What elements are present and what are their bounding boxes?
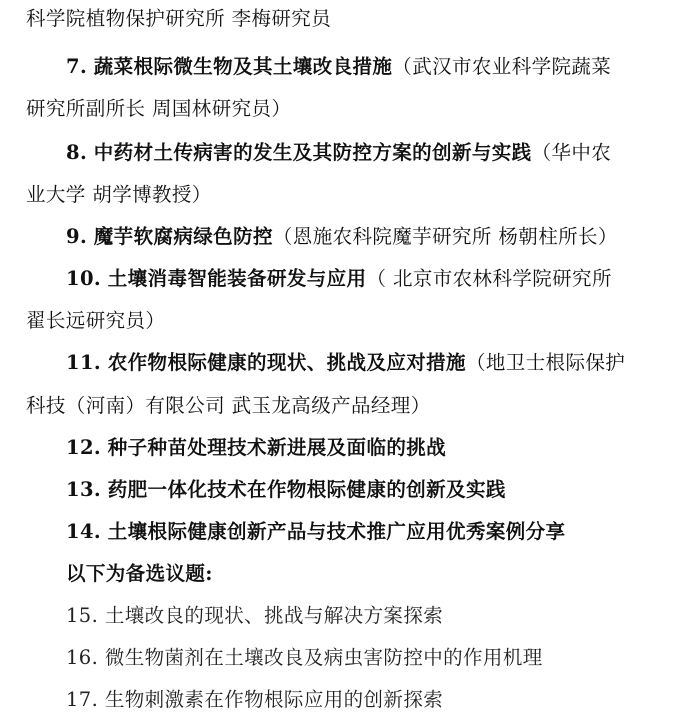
item-number: 7. — [66, 55, 88, 78]
item-title: 蔬菜根际微生物及其土壤改良措施 — [93, 55, 393, 78]
item-title: 种子种苗处理技术新进展及面临的挑战 — [107, 436, 447, 459]
item-number: 12. — [66, 436, 102, 459]
item-number: 16. — [66, 646, 99, 669]
item-speaker: （华中农 — [531, 141, 612, 164]
speaker-text: 科学院植物保护研究所 李梅研究员 — [26, 7, 332, 30]
item-title: 微生物菌剂在土壤改良及病虫害防控中的作用机理 — [104, 646, 543, 669]
item-title: 中药材土传病害的发生及其防控方案的创新与实践 — [93, 141, 532, 164]
item-title: 农作物根际健康的现状、挑战及应对措施 — [107, 351, 466, 374]
item-12 — [66, 435, 446, 461]
item-speaker: 业大学 胡学博教授） — [26, 183, 212, 206]
item-number: 13. — [66, 478, 102, 501]
item-title: 药肥一体化技术在作物根际健康的创新及实践 — [107, 478, 506, 501]
backup-topics-heading: 以下为备选议题: — [66, 562, 213, 585]
item-number: 14. — [66, 520, 102, 543]
item-8 — [66, 140, 611, 166]
item-number: 15. — [66, 604, 99, 627]
item-number: 17. — [66, 688, 99, 711]
item-title: 土壤改良的现状、挑战与解决方案探索 — [104, 604, 444, 627]
item-speaker: （地卫士根际保护 — [465, 351, 626, 374]
item-number: 9. — [66, 225, 88, 248]
item-number: 10. — [66, 267, 102, 290]
item-number: 8. — [66, 141, 88, 164]
item-8-speaker-continuation — [26, 182, 212, 208]
item-14 — [66, 519, 565, 545]
item-number: 11. — [66, 351, 102, 374]
item-title: 土壤消毒智能装备研发与应用 — [107, 267, 367, 290]
item-10 — [66, 266, 612, 292]
item-title: 生物刺激素在作物根际应用的创新探索 — [104, 688, 444, 711]
item-13 — [66, 477, 506, 503]
backup-item-16 — [66, 645, 543, 671]
item-11-speaker-continuation — [26, 393, 431, 419]
item-speaker: 研究所副所长 周国林研究员） — [26, 97, 292, 120]
item-11 — [66, 350, 625, 376]
item-speaker: 翟长远研究员） — [26, 309, 166, 332]
item-title: 魔芋软腐病绿色防控 — [93, 225, 273, 248]
item-6-continuation — [26, 6, 331, 32]
backup-item-15 — [66, 603, 443, 629]
item-speaker: （ 北京市农林科学院研究所 — [366, 267, 612, 290]
item-7-speaker-continuation — [26, 96, 291, 122]
item-speaker: （恩施农科院魔芋研究所 杨朝柱所长） — [272, 225, 618, 248]
item-7 — [66, 54, 611, 80]
item-9 — [66, 224, 618, 250]
item-speaker: 科技（河南）有限公司 武玉龙高级产品经理） — [26, 394, 431, 417]
item-speaker: （武汉市农业科学院蔬菜 — [392, 55, 612, 78]
backup-item-17 — [66, 687, 443, 713]
item-10-speaker-continuation — [26, 308, 165, 334]
item-title: 土壤根际健康创新产品与技术推广应用优秀案例分享 — [107, 520, 566, 543]
